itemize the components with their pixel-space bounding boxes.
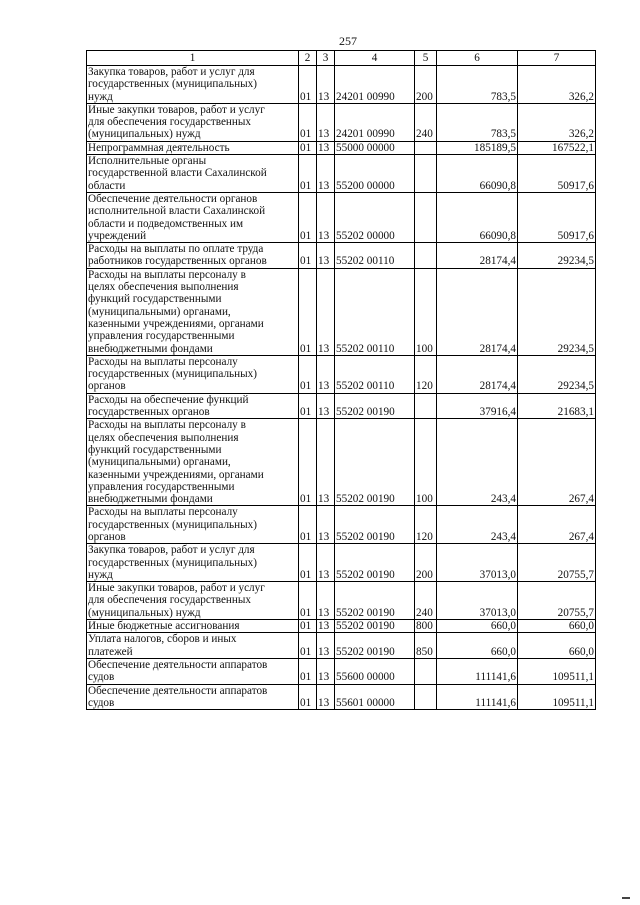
row-target-code: 55600 00000	[335, 658, 415, 684]
row-value-col6: 37013,0	[437, 582, 518, 620]
row-value-col6: 111141,6	[437, 658, 518, 684]
row-value-col6: 243,4	[437, 419, 518, 506]
row-target-code: 55200 00000	[335, 155, 415, 193]
row-subsection-code: 13	[317, 141, 335, 154]
page-number: 257	[339, 34, 357, 48]
row-section-code: 01	[299, 141, 317, 154]
header-col-5: 5	[415, 51, 437, 66]
row-value-col6: 243,4	[437, 506, 518, 544]
row-name: Расходы на выплаты по оплате труда работников государственных органов	[87, 243, 299, 269]
row-subsection-code: 13	[317, 582, 335, 620]
row-expense-type: 200	[415, 544, 437, 582]
row-section-code: 01	[299, 620, 317, 633]
row-value-col6: 660,0	[437, 633, 518, 659]
row-expense-type: 850	[415, 633, 437, 659]
row-target-code: 55202 00190	[335, 633, 415, 659]
row-subsection-code: 13	[317, 620, 335, 633]
row-subsection-code: 13	[317, 192, 335, 242]
header-col-7: 7	[518, 51, 596, 66]
row-value-col6: 28174,4	[437, 268, 518, 355]
row-expense-type	[415, 684, 437, 710]
row-value-col6: 660,0	[437, 620, 518, 633]
row-value-col7: 50917,6	[518, 192, 596, 242]
row-section-code: 01	[299, 582, 317, 620]
row-value-col6: 111141,6	[437, 684, 518, 710]
table-row	[87, 658, 596, 684]
row-expense-type: 100	[415, 419, 437, 506]
table-row	[87, 66, 596, 104]
row-target-code: 55000 00000	[335, 141, 415, 154]
row-value-col7: 326,2	[518, 66, 596, 104]
row-subsection-code: 13	[317, 103, 335, 141]
row-subsection-code: 13	[317, 155, 335, 193]
row-expense-type: 240	[415, 582, 437, 620]
header-col-2: 2	[299, 51, 317, 66]
table-row	[87, 141, 596, 154]
budget-table	[86, 50, 596, 710]
row-subsection-code: 13	[317, 243, 335, 269]
row-section-code: 01	[299, 506, 317, 544]
row-expense-type	[415, 658, 437, 684]
row-name: Закупка товаров, работ и услуг для государственных (муниципальных) нужд	[87, 544, 299, 582]
row-target-code: 55202 00190	[335, 393, 415, 419]
row-name: Иные закупки товаров, работ и услуг для обеспечения государственных (муниципальных) нужд	[87, 582, 299, 620]
table-row	[87, 419, 596, 506]
row-expense-type: 200	[415, 66, 437, 104]
row-target-code: 55202 00000	[335, 192, 415, 242]
row-value-col6: 37916,4	[437, 393, 518, 419]
row-name: Обеспечение деятельности аппаратов судов	[87, 684, 299, 710]
row-value-col6: 66090,8	[437, 192, 518, 242]
table-row	[87, 582, 596, 620]
row-value-col7: 21683,1	[518, 393, 596, 419]
row-name: Непрограммная деятельность	[87, 141, 299, 154]
table-row	[87, 243, 596, 269]
row-target-code: 55202 00190	[335, 506, 415, 544]
row-section-code: 01	[299, 268, 317, 355]
row-subsection-code: 13	[317, 419, 335, 506]
row-value-col7: 267,4	[518, 506, 596, 544]
row-value-col7: 660,0	[518, 633, 596, 659]
row-value-col6: 28174,4	[437, 243, 518, 269]
row-expense-type	[415, 155, 437, 193]
row-value-col7: 29234,5	[518, 355, 596, 393]
row-value-col7: 109511,1	[518, 658, 596, 684]
table-row	[87, 633, 596, 659]
row-section-code: 01	[299, 633, 317, 659]
row-section-code: 01	[299, 684, 317, 710]
table-header	[87, 51, 596, 66]
row-section-code: 01	[299, 355, 317, 393]
row-expense-type	[415, 141, 437, 154]
row-target-code: 55202 00110	[335, 268, 415, 355]
row-value-col7: 326,2	[518, 103, 596, 141]
row-target-code: 24201 00990	[335, 103, 415, 141]
header-col-6: 6	[437, 51, 518, 66]
row-subsection-code: 13	[317, 506, 335, 544]
row-subsection-code: 13	[317, 268, 335, 355]
row-value-col6: 783,5	[437, 66, 518, 104]
row-section-code: 01	[299, 393, 317, 419]
row-section-code: 01	[299, 544, 317, 582]
row-name: Исполнительные органы государственной власти Сахалинской области	[87, 155, 299, 193]
row-section-code: 01	[299, 419, 317, 506]
row-target-code: 55202 00190	[335, 620, 415, 633]
table-row	[87, 192, 596, 242]
table-body	[87, 66, 596, 710]
row-section-code: 01	[299, 103, 317, 141]
table-row	[87, 268, 596, 355]
row-expense-type	[415, 192, 437, 242]
row-expense-type: 120	[415, 506, 437, 544]
row-subsection-code: 13	[317, 684, 335, 710]
row-section-code: 01	[299, 658, 317, 684]
row-value-col6: 185189,5	[437, 141, 518, 154]
table-row	[87, 506, 596, 544]
row-expense-type: 240	[415, 103, 437, 141]
row-expense-type: 800	[415, 620, 437, 633]
row-target-code: 55202 00110	[335, 243, 415, 269]
row-expense-type	[415, 243, 437, 269]
row-subsection-code: 13	[317, 633, 335, 659]
row-target-code: 55202 00190	[335, 544, 415, 582]
row-subsection-code: 13	[317, 658, 335, 684]
table-row	[87, 684, 596, 710]
row-expense-type: 100	[415, 268, 437, 355]
row-subsection-code: 13	[317, 393, 335, 419]
header-row	[87, 51, 596, 66]
row-section-code: 01	[299, 192, 317, 242]
row-value-col7: 50917,6	[518, 155, 596, 193]
corner-mark	[622, 897, 630, 899]
row-target-code: 55601 00000	[335, 684, 415, 710]
row-name: Расходы на обеспечение функций государственных органов	[87, 393, 299, 419]
row-value-col6: 28174,4	[437, 355, 518, 393]
row-name: Расходы на выплаты персоналу государственных (муниципальных) органов	[87, 355, 299, 393]
table-row	[87, 155, 596, 193]
row-value-col6: 783,5	[437, 103, 518, 141]
table-row	[87, 103, 596, 141]
row-value-col7: 29234,5	[518, 268, 596, 355]
table-row	[87, 620, 596, 633]
table-row	[87, 355, 596, 393]
row-name: Закупка товаров, работ и услуг для государственных (муниципальных) нужд	[87, 66, 299, 104]
row-name: Обеспечение деятельности органов исполнительной власти Сахалинской области и подведомственных им учреждений	[87, 192, 299, 242]
row-subsection-code: 13	[317, 355, 335, 393]
row-subsection-code: 13	[317, 66, 335, 104]
row-target-code: 55202 00190	[335, 582, 415, 620]
row-name: Иные закупки товаров, работ и услуг для обеспечения государственных (муниципальных) нужд	[87, 103, 299, 141]
row-subsection-code: 13	[317, 544, 335, 582]
header-col-3: 3	[317, 51, 335, 66]
row-target-code: 55202 00190	[335, 419, 415, 506]
row-value-col7: 29234,5	[518, 243, 596, 269]
table-row	[87, 544, 596, 582]
row-value-col7: 20755,7	[518, 582, 596, 620]
row-value-col6: 66090,8	[437, 155, 518, 193]
row-name: Обеспечение деятельности аппаратов судов	[87, 658, 299, 684]
row-name: Расходы на выплаты персоналу в целях обеспечения выполнения функций государственными (муниципальными) органами, казенными учреждениями, органами управления государственными внебюджетными фондами	[87, 268, 299, 355]
row-name: Расходы на выплаты персоналу государственных (муниципальных) органов	[87, 506, 299, 544]
row-value-col7: 167522,1	[518, 141, 596, 154]
row-section-code: 01	[299, 66, 317, 104]
row-target-code: 55202 00110	[335, 355, 415, 393]
row-value-col7: 660,0	[518, 620, 596, 633]
row-expense-type	[415, 393, 437, 419]
row-expense-type: 120	[415, 355, 437, 393]
row-name: Уплата налогов, сборов и иных платежей	[87, 633, 299, 659]
row-name: Расходы на выплаты персоналу в целях обеспечения выполнения функций государственными (муниципальными) органами, казенными учреждениями, органами управления государственными внебюджетными фондами	[87, 419, 299, 506]
header-col-4: 4	[335, 51, 415, 66]
row-section-code: 01	[299, 243, 317, 269]
table-row	[87, 393, 596, 419]
row-value-col7: 20755,7	[518, 544, 596, 582]
row-value-col6: 37013,0	[437, 544, 518, 582]
row-target-code: 24201 00990	[335, 66, 415, 104]
header-col-1: 1	[87, 51, 299, 66]
row-section-code: 01	[299, 155, 317, 193]
row-value-col7: 267,4	[518, 419, 596, 506]
row-name: Иные бюджетные ассигнования	[87, 620, 299, 633]
row-value-col7: 109511,1	[518, 684, 596, 710]
